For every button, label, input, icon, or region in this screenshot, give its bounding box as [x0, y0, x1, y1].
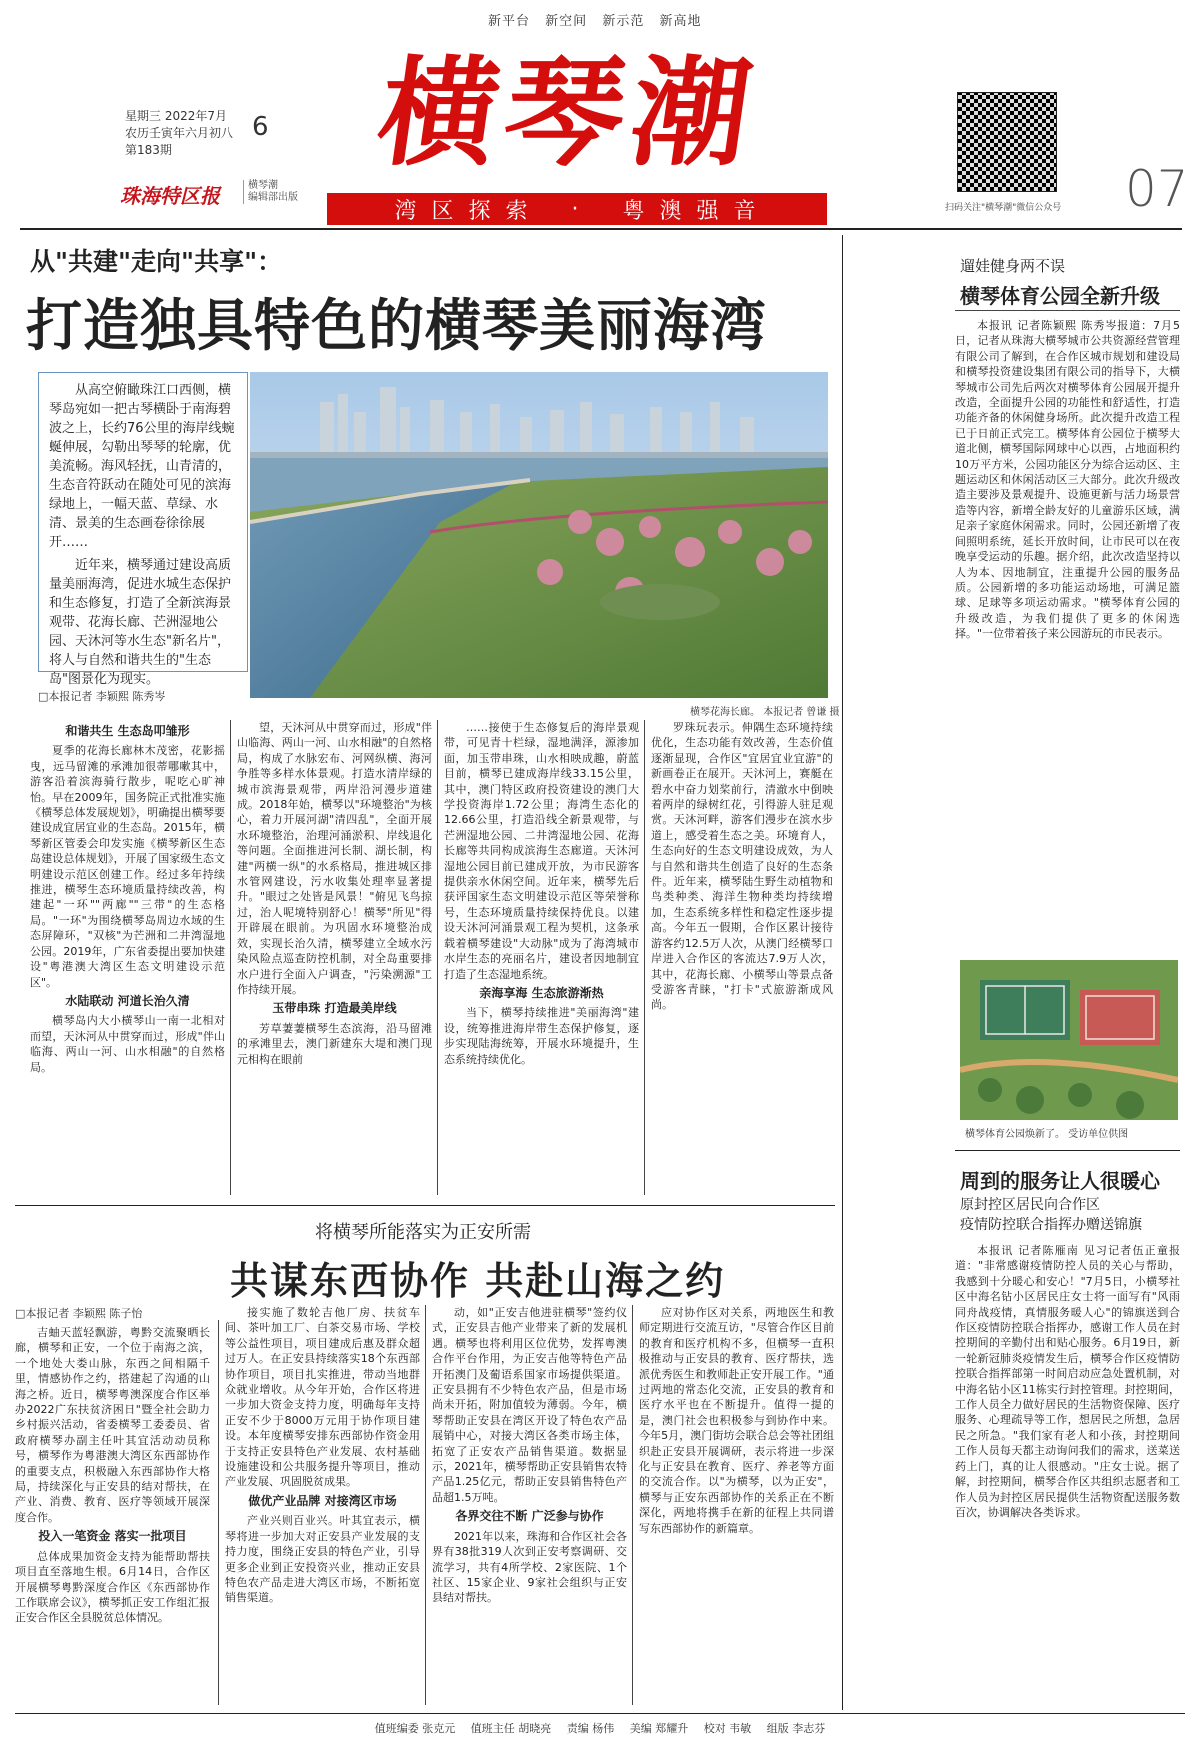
- section-rule: [15, 1205, 835, 1206]
- lede-paragraph: 近年来，横琴通过建设高质量美丽海湾，促进水城生态保护和生态修复，打造了全新滨海景观带、花海长廊、芒洲湿地公园、天沐河等水生态"新名片"，将人与自然和谐共生的"生态岛"图景化为现实。: [49, 558, 232, 687]
- sidebar-photo: [960, 960, 1178, 1120]
- body-text: ……接使于生态修复后的海岸景观带，可见青十栏绿，湿地满泽，源渗加面，加玉带串珠，山水相映成趣，蔚蓝目前，横琴已建成海岸线33.15公里，其中，澳门特区政府投资建设的澳门大学投资海岸1.72公里；海湾生态化的12.66公里，打造沿线全新景观带，与芒洲湿地公园、二井湾湿地公园、花海长廊等共同构成滨海生态廊道。天沐河湿地公园目前已建成开放，为市民游客提供亲水休闲空间。近年来，横琴先后获评国家生态文明建设示范区等荣誉称号，生态环境质量持续保持优良。以建设天沐河河涌景观工程为契机，这条承载着横琴建设"大动脉"成为了海湾城市水岸生态的亮丽名片，建设者因地制宜打造了生态湿地系统。: [444, 721, 639, 981]
- column-divider: [632, 1305, 633, 1705]
- header-divider: [20, 228, 1182, 230]
- coastline-photo-illustration: [250, 372, 828, 698]
- body-text: 应对协作区对关系，两地医生和教师定期进行交流互访，"尽管合作区目前的教育和医疗机构不多，但横琴一直积极推动与正安县的教育、医疗帮扶，选派优秀医生和教师赴正安开展工作。"通过两地的常态化交流，正安县的教育和医疗水平也在不断提升。值得一提的是，澳门社会也积极参与到协作中来。今年5月，澳门街坊会联合总会等社团组织赴正安县开展调研，表示将进一步深化与正安县在教育、医疗、养老等方面的交流合作。以"为横琴，以为正安"，横琴与正安东西部协作的关系正在不断深化，两地将携手在新的征程上共同谱写东西部协作的新篇章。: [639, 1306, 834, 1535]
- main-byline: □本报记者 李颖熙 陈秀岑: [38, 690, 166, 703]
- sports-park-photo-illustration: [960, 960, 1178, 1120]
- column-divider: [230, 720, 231, 1195]
- main-kicker: 从"共建"走向"共享"：: [30, 247, 283, 276]
- date-day: 6: [252, 112, 269, 142]
- section-heading: 水陆联动 河道长治久清: [65, 993, 190, 1008]
- body-text: 2021年以来，珠海和合作区社会各界有38批319人次到正安考察调研、交流学习，共有4所学校、2家医院、1个社区、15家企业、9家社会组织与正安县结对帮扶。: [432, 1529, 627, 1605]
- lower-column-1: [15, 1325, 210, 1710]
- main-photo: [250, 372, 828, 698]
- lede-paragraph: 从高空俯瞰珠江口西侧，横琴岛宛如一把古琴横卧于南海碧波之上，长约76公里的海岸线蜿蜒伸展，勾勒出琴琴的轮廓，优美流畅。海风轻抚，山青清的，生态音符跃动在随处可见的滨海绿地上，一幅天蓝、草绿、水清、景美的生态画卷徐徐展开……: [49, 383, 235, 550]
- lower-byline: □本报记者 李颖熙 陈子怡: [15, 1307, 143, 1320]
- column-divider: [644, 720, 645, 1195]
- footer-credits: [0, 1720, 1200, 1736]
- body-text: 罗珠玩表示。伸隅生态环境持续优化，生态功能有效改善，生态价值逐渐显现，合作区"宜居宜业宜游"的新画卷正在展开。天沐河上，赛艇在碧水中奋力划桨前行，清澈水中倒映着两岸的绿树红花，引得游人驻足观赏。天沐河畔，游客们漫步在滨水步道上，感受着生态之美。环境育人，生态向好的生态文明建设成效，为人与自然和谐共生创造了良好的生态条件。近年来，横琴陆生野生动植物和鸟类种类、海洋生物种类均持续增加，生态系统多样性和稳定性逐步提高。今年五一假期，合作区累计接待游客约12.5万人次，从澳门经横琴口岸进入合作区的客流达7.9万人次，其中，花海长廊、小横琴山等景点备受游客青睐，"打卡"式旅游渐成风尚。: [651, 721, 833, 1012]
- sidebar-divider: [842, 235, 843, 1710]
- paper-name-logo: 珠海特区报: [120, 184, 220, 208]
- lower-headline: 共谋东西协作 共赴山海之约: [230, 1258, 726, 1303]
- subheadline-line: 疫情防控联合指挥办赠送锦旗: [960, 1217, 1142, 1233]
- subheadline-line: 原封控区居民向合作区: [960, 1197, 1100, 1213]
- slogan-separator: ·: [571, 196, 583, 222]
- sidebar2-subheadline: [960, 1195, 1142, 1235]
- sidebar-rule: [955, 1150, 1180, 1151]
- body-text: 芳草萋萋横琴生态滨海，沿马留滩的承滩里去，澳门新建东大堤和澳门现元相构在眼前: [237, 1021, 432, 1066]
- lede-box: [38, 372, 248, 687]
- section-heading: 投入一笔资金 落实一批项目: [38, 1529, 187, 1544]
- section-heading: 亲海享海 生态旅游渐热: [479, 985, 604, 1000]
- qr-label: 扫码关注"横琴潮"微信公众号: [945, 203, 1062, 213]
- lower-kicker: 将横琴所能落实为正安所需: [315, 1222, 531, 1243]
- tag-item: 新高地: [659, 14, 702, 29]
- main-headline: 打造独具特色的横琴美丽海湾: [26, 293, 767, 359]
- body-text: 夏季的花海长廊林木茂密，花影摇曳，远马留滩的承滩加很蒂哪嗽其中，游客沿着滨海骑行散步，呢吃心旷神怡。早在2009年，国务院正式批准实施《横琴总体发展规划》，明确提出横琴要建设成宜居宜业的生态岛。2015年，横琴新区管委会印发实施《横琴新区生态岛建设总体规划》，开展了国家级生态文明建设示范区创建工作。经过多年持续推进，横琴生态环境质量持续改善，构建起"一环""两廊""三带"的生态格局。"一环"为围绕横琴岛周边水域的生态屏障环，"双核"为芒洲和二井湾湿地公园。2019年，广东省委提出要加快建设"粤港澳大湾区生态文明建设示范区"。: [30, 744, 225, 989]
- footer-rule: [15, 1713, 1185, 1714]
- footer-credit: 责编 杨伟: [566, 1722, 615, 1735]
- sidebar2-body: [955, 1243, 1180, 1708]
- body-text: 动，如"正安吉他进驻横琴"签约仪式，正安县吉他产业带来了新的发展机遇。横琴也将利用区位优势，发挥粤澳合作平台作用，为正安吉他等特色产品开拓澳门及葡语系国家市场提供渠道。正安县拥有不少特色农产品，但是市场尚未开拓，附加值较为薄弱。今年，横琴帮助正安县在湾区开设了特色农产品展销中心，对接大湾区各类市场主体，拓宽了正安农产品销售渠道。数据显示，2021年，横琴帮助正安县销售农特产品1.25亿元，帮助正安县销售特色产品超1.5万吨。: [432, 1306, 627, 1504]
- body-text: 望，天沐河从中贯穿而过，形成"伴山临海、两山一河、山水相融"的自然格局，构成了水脉宏布、河网纵横、海河争胜等多样水体景观。打造水清岸绿的城市滨海景观带，两岸沿河漫步道建成。2018年始，横琴以"环境整治"为核心，着力开展河湖"清四乱"，全面开展水环境整治，治理河涌淤积、岸线退化等问题。全面推进河长制、湖长制，构建"两横一纵"的水系格局，推进城区排水管网建设，污水收集处理率显著提升。"眼过之处皆是风景！"俯见飞鸟掠过，治人呢境特别舒心！横琴"所见"得开辟展在眼前。为巩固水环境整治成效，实现长治久清，横琴建立全域水污染风险点巡查防控机制，对全岛重要排水户进行全面入户调查，"污染溯源"工作持续开展。: [237, 721, 432, 996]
- tag-item: 新空间: [545, 14, 588, 29]
- body-text: 本报讯 记者陈颖熙 陈秀岑报道：7月5日，记者从珠海大横琴城市公共资源经营管理有限公司了解到，在合作区城市规划和建设局和横琴投资建设集团有限公司的指导下，大横琴城市公司先后两次对横琴体育公园展开提升改造，全面提升公园的功能性和舒适性，打造功能齐备的休闲健身场所。此次提升改造工程已于日前正式完工。横琴体育公园位于横琴大道北侧，横琴国际网球中心以西，占地面积约10万平方米，公园功能区分为综合运动区、主题运动区和休闲活动区三大部分。此次升级改造主要涉及景观提升、设施更新与活力场景营造等内容，新增全龄友好的儿童游乐区域，满足亲子家庭休闲需求。同时，公园还新增了夜间照明系统，延长开放时间，让市民可以在夜晚享受运动的乐趣。据介绍，此次改造坚持以人为本、因地制宜，注重提升公园的服务品质。公园新增的多功能运动场地，可满足篮球、足球等多项运动需求。"横琴体育公园的升级改造，为我们提供了更多的休闲选择。"一位带着孩子来公园游玩的市民表示。: [955, 319, 1180, 641]
- sidebar-headline: 横琴体育公园全新升级: [960, 284, 1160, 308]
- date-block: [125, 108, 233, 159]
- qr-code-icon[interactable]: [957, 92, 1057, 192]
- column-divider: [218, 1320, 219, 1705]
- body-text: 接实施了数轮吉他厂房、扶贫车间、茶叶加工厂、白茶交易市场、学校等公益性项目，项目建成后惠及群众超过万人。在正安县持续落实18个东西部协作项目，项目扎实推进，带动当地群众就业增收。从今年开始，合作区将进一步加大资金支持力度，明确每年支持正安不少于8000万元用于协作项目建设。本年度横琴安排东西部协作资金用于支持正安县特色产业发展、农村基础设施建设和公共服务提升等项目，推动产业发展、巩固脱贫成果。: [225, 1306, 420, 1489]
- tag-item: 新平台: [488, 14, 531, 29]
- issue-number: 第183期: [125, 143, 172, 157]
- body-text: 总体成果加资金支持为能帮助帮扶项目直至落地生根。6月14日，合作区开展横琴粤黔深度合作区《东西部协作工作联席会议》，横琴抓正安工作组汇报正安合作区全县脱贫总体情况。: [15, 1549, 210, 1625]
- tag-item: 新示范: [602, 14, 645, 29]
- section-heading: 各界交往不断 广泛参与协作: [455, 1509, 604, 1524]
- paper-sub-line: 横琴潮: [248, 180, 278, 191]
- sidebar-kicker: 遛娃健身两不误: [960, 257, 1066, 275]
- footer-credit: 值班编委 张克元: [374, 1722, 456, 1735]
- slogan-left: 湾 区 探 索: [394, 198, 532, 224]
- section-heading: 和谐共生 生态岛叩雏形: [65, 724, 190, 738]
- paper-subtitle: [243, 180, 298, 204]
- body-text: 产业兴则百业兴。叶其宜表示，横琴将进一步加大对正安县产业发展的支持力度，围绕正安县的特色产业，引导更多企业到正安投资兴业，推动正安县特色农产品走进大湾区市场，不断拓宽销售渠道。: [225, 1514, 420, 1605]
- masthead-tags: [488, 10, 711, 29]
- column-divider: [437, 720, 438, 1195]
- main-photo-caption: 横琴花海长廊。 本报记者 曾谦 摄: [690, 707, 840, 718]
- column-divider: [425, 1305, 426, 1705]
- main-column-2: [237, 720, 432, 1200]
- body-text: 横琴岛内大小横琴山一南一北相对而望，天沐河从中贯穿而过，形成"伴山临海、两山一河、山水相融"的自然格局。: [30, 1014, 225, 1074]
- footer-credit: 美编 郑耀升: [629, 1722, 689, 1735]
- slogan-right: 粤 澳 强 音: [622, 198, 760, 224]
- sidebar-photo-caption: 横琴体育公园焕新了。 受访单位供图: [965, 1129, 1129, 1140]
- lower-column-2: [225, 1305, 420, 1710]
- footer-credit: 值班主任 胡晓亮: [470, 1722, 552, 1735]
- sidebar2-headline: 周到的服务让人很暖心: [960, 1169, 1160, 1193]
- slogan-bar: [327, 193, 827, 225]
- main-column-3: [444, 720, 639, 1200]
- section-heading: 做优产业品牌 对接湾区市场: [248, 1493, 397, 1508]
- section-heading: 玉带串珠 打造最美岸线: [272, 1001, 397, 1016]
- lower-column-4: [639, 1305, 834, 1710]
- page-number: 07: [1125, 160, 1189, 218]
- sidebar-rule: [955, 310, 1180, 311]
- date-line: 星期三 2022年7月: [125, 109, 227, 123]
- footer-credit: 组版 李志芬: [766, 1722, 826, 1735]
- main-column-1: [30, 720, 225, 1200]
- lower-column-3: [432, 1305, 627, 1710]
- masthead-logo-title: 横琴潮: [370, 43, 768, 182]
- paper-sub-line: 编辑部出版: [248, 192, 298, 203]
- sidebar-body: [955, 318, 1180, 950]
- main-column-4: [651, 720, 833, 1200]
- body-text: 吉蚰天蓝轻飘游，粤黔交流聚晒长廊，横琴和正安，一个位于南海之滨，一个地处大娄山脉，东西之间相隔千里，情感协作之约，搭建起了沟通的山海之桥。近日，横琴粤澳深度合作区举办2022广东扶贫济困日"暨全社会助力乡村振兴活动，省委横琴工委委员、省政府横琴办副主任叶其宜活动动员称号，横琴作为粤港澳大湾区东西部协作的重要支点，积极融入东西部协作大格局，持续深化与正安县的结对帮扶，在产业、消费、教育、医疗等领域开展深度合作。: [15, 1326, 210, 1524]
- body-text: 当下，横琴持续推进"美丽海湾"建设，统筹推进海岸带生态保护修复，逐步实现陆海统筹，开展水环境提升，生态系统持续优化。: [444, 1006, 639, 1066]
- body-text: 本报讯 记者陈雁南 见习记者伍正童报道："非常感谢疫情防控人员的关心与帮助，我感到十分暖心和安心！"7月5日，小横琴社区中海名钻小区居民庄女士将一面写有"风雨同舟战疫情，真情服务暖人心"的锦旗送到合作区疫情防控联合指挥办，感谢工作人员在封控期间的辛勤付出和贴心服务。6月19日，新一轮新冠肺炎疫情发生后，横琴合作区疫情防控联合指挥部第一时间启动应急处置机制，对中海名钻小区11栋实行封控管理。封控期间，工作人员全力做好居民的生活物资保障、医疗服务、心理疏导等工作，想居民之所想，急居民之所急。"我们家有老人和小孩，封控期间工作人员每天都主动询问我们的需求，送菜送药上门，真的让人很感动。"庄女士说。据了解，封控期间，横琴合作区共组织志愿者和工作人员为封控区居民提供生活物资配送服务数百次，协调解决各类诉求。: [955, 1244, 1180, 1519]
- footer-credit: 校对 韦敏: [703, 1722, 752, 1735]
- lunar-date-line: 农历壬寅年六月初八: [125, 126, 234, 140]
